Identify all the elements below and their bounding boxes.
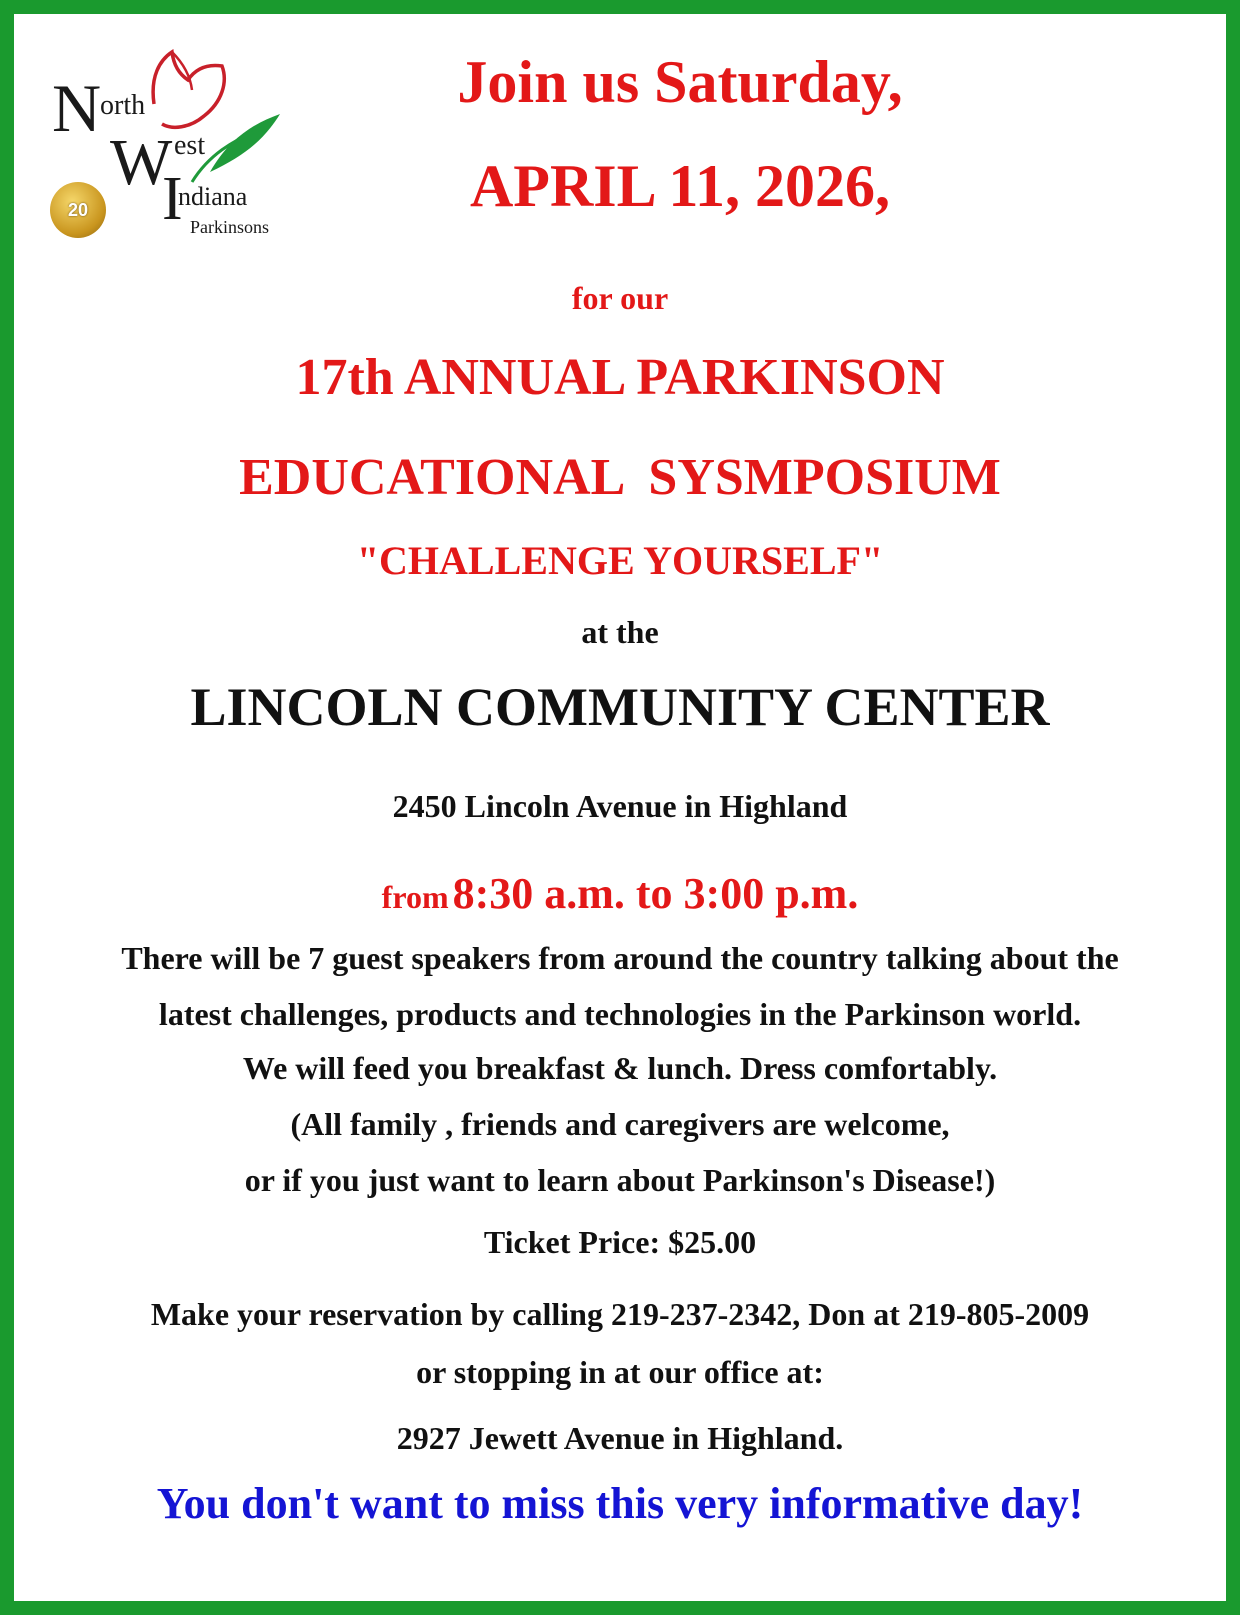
details-line-1: There will be 7 guest speakers from around the country talking about the [121, 940, 1119, 976]
event-theme: "CHALLENGE YOURSELF" [356, 538, 884, 583]
headline-day: Join us Saturday, [457, 49, 903, 115]
details-line-2: latest challenges, products and technologies in the Parkinson world. [158, 996, 1082, 1032]
at-the-text: at the [581, 614, 659, 650]
office-address: 2927 Jewett Avenue in Highland. [396, 1420, 844, 1456]
time-range: 8:30 a.m. to 3:00 p.m. [452, 869, 859, 918]
ticket-price: Ticket Price: $25.00 [483, 1224, 757, 1260]
time-from: from [381, 879, 449, 915]
logo-ndiana: ndiana [178, 182, 248, 211]
reservation-line-2: or stopping in at our office at: [416, 1354, 824, 1390]
reservation-line-1: Make your reservation by calling 219-237-2342, Don at 219-805-2009 [150, 1296, 1090, 1332]
logo-letter-w: W [110, 126, 173, 199]
event-title-line1: 17th ANNUAL PARKINSON [295, 349, 945, 406]
details-line-4: (All family , friends and caregivers are welcome, [290, 1106, 950, 1142]
logo-letter-i: I [162, 165, 183, 233]
event-title-line2: EDUCATIONAL SYSMPOSIUM [239, 449, 1001, 506]
event-time [14, 869, 1226, 918]
for-our-text: for our [571, 280, 669, 316]
venue-address: 2450 Lincoln Avenue in Highland [392, 788, 848, 824]
logo-letter-n: N [52, 70, 102, 146]
details-line-3: We will feed you breakfast & lunch. Dress comfortably. [242, 1050, 998, 1086]
details-line-5: or if you just want to learn about Parkinson's Disease!) [244, 1162, 996, 1198]
logo-est: est [174, 130, 206, 161]
logo-orth: orth [100, 90, 146, 121]
logo-parkinsons: Parkinsons [190, 217, 270, 237]
badge-number: 20 [67, 199, 89, 220]
closing-message: You don't want to miss this very informative day! [156, 1479, 1084, 1528]
venue-name: LINCOLN COMMUNITY CENTER [190, 677, 1050, 737]
headline-date: APRIL 11, 2026, [469, 153, 891, 219]
